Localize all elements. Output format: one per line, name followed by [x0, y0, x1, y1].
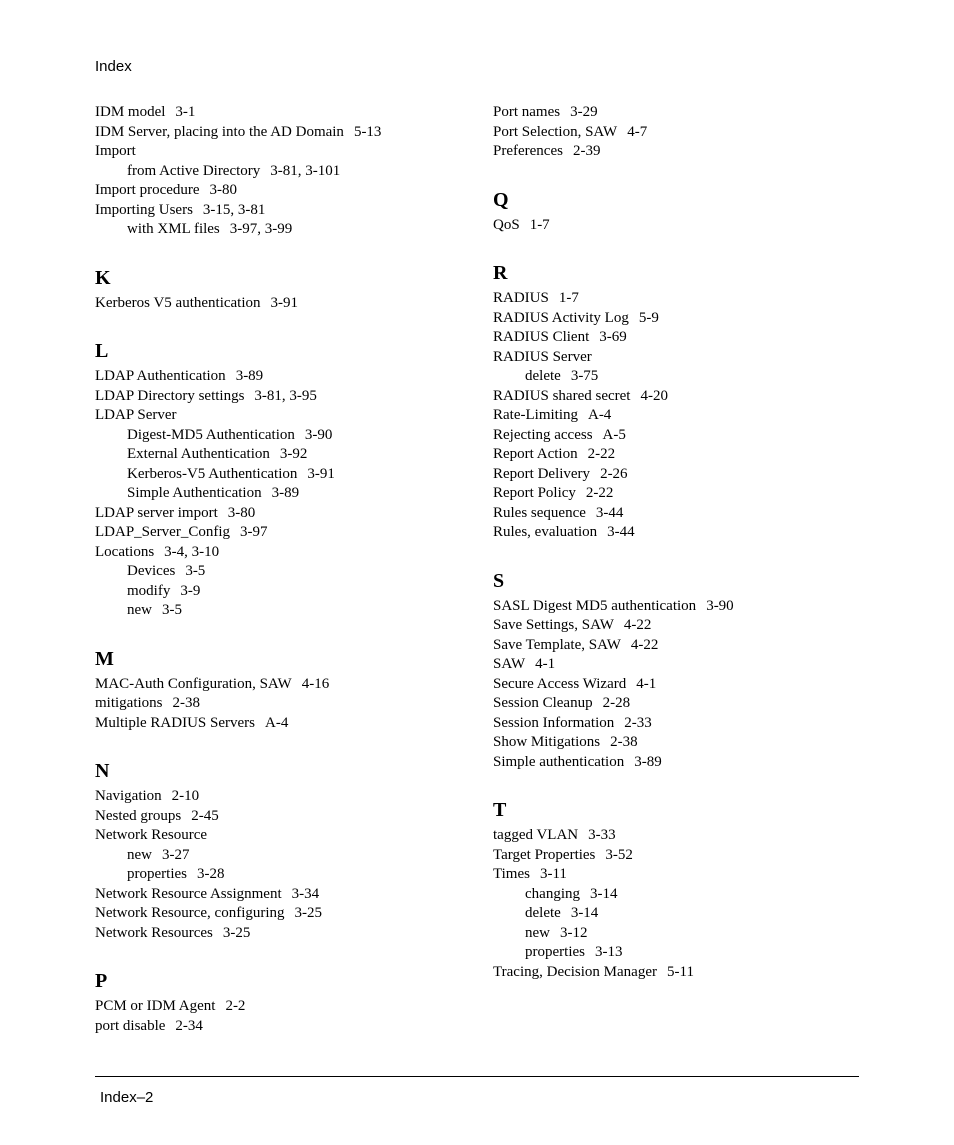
- entry-term: RADIUS Activity Log: [493, 309, 629, 326]
- entry-pages: 3-12: [560, 924, 588, 941]
- entry-pages: 3-89: [271, 485, 300, 501]
- section-letter: N: [95, 760, 110, 782]
- entry-term: Tracing, Decision Manager: [493, 963, 657, 980]
- entry-term: IDM Server, placing into the AD Domain: [95, 123, 344, 140]
- index-entry: [493, 426, 873, 446]
- entry-term: changing: [525, 885, 580, 902]
- index-entry: [95, 294, 475, 314]
- index-entry: [95, 714, 475, 734]
- entry-pages: 3-25: [222, 924, 251, 941]
- index-entry: [493, 826, 873, 846]
- index-subentry: [95, 601, 475, 621]
- entry-term: Port Selection, SAW: [493, 123, 618, 140]
- index-entry: [493, 865, 873, 885]
- entry-term: Network Resource: [95, 827, 208, 843]
- index-entry: [493, 406, 873, 426]
- index-entry: [95, 694, 475, 714]
- index-entry: [95, 1017, 475, 1037]
- entry-term: Secure Access Wizard: [493, 675, 627, 692]
- entry-term: Locations: [95, 543, 155, 560]
- index-subentry: [95, 865, 475, 885]
- entry-term: Report Action: [493, 446, 578, 462]
- index-subentry: [493, 943, 873, 963]
- entry-pages: 3-89: [235, 368, 264, 384]
- entry-pages: 3-69: [599, 329, 627, 345]
- index-entry: [95, 523, 475, 543]
- running-header: Index: [95, 58, 132, 75]
- entry-pages: 3-29: [570, 104, 598, 120]
- entry-term: Session Information: [493, 714, 615, 731]
- entry-term: with XML files: [127, 221, 220, 237]
- entry-term: properties: [127, 866, 187, 882]
- index-entry: [493, 123, 873, 143]
- entry-pages: 2-22: [585, 485, 614, 501]
- entry-pages: 3-9: [180, 582, 201, 599]
- index-section: [95, 265, 475, 314]
- entry-pages: 3-4, 3-10: [164, 543, 220, 560]
- entry-pages: 3-80: [227, 504, 256, 521]
- entry-pages: 3-34: [291, 885, 320, 902]
- entry-term: SAW: [493, 656, 526, 672]
- section-letter: S: [493, 569, 505, 592]
- index-entry: [95, 387, 475, 407]
- entry-pages: 3-52: [605, 846, 633, 863]
- entry-pages: 2-39: [572, 143, 601, 159]
- index-subentry: [95, 465, 475, 485]
- entry-term: Multiple RADIUS Servers: [95, 714, 255, 731]
- index-entry: [95, 103, 475, 123]
- index-entry: [95, 826, 475, 846]
- entry-pages: 5-11: [667, 963, 694, 980]
- index-section: [493, 568, 873, 773]
- index-subentry: [493, 904, 873, 924]
- index-subentry: [95, 162, 475, 182]
- entry-term: Navigation: [95, 788, 162, 804]
- index-column-right: [493, 103, 873, 982]
- entry-term: RADIUS: [493, 290, 549, 306]
- entry-term: Network Resources: [95, 924, 213, 941]
- entry-term: new: [127, 846, 152, 863]
- index-entry: [493, 328, 873, 348]
- entry-pages: 3-90: [706, 597, 734, 614]
- index-entry: [95, 543, 475, 563]
- entry-pages: A-5: [602, 426, 626, 443]
- entry-pages: 5-13: [353, 123, 382, 140]
- index-entry: [95, 904, 475, 924]
- index-entry: [493, 387, 873, 407]
- entry-pages: 2-28: [602, 695, 631, 711]
- entry-term: new: [525, 924, 550, 941]
- entry-term: Importing Users: [95, 201, 193, 218]
- index-entry: [493, 348, 873, 368]
- entry-term: Session Cleanup: [493, 695, 593, 711]
- entry-pages: 3-11: [539, 866, 567, 882]
- entry-pages: 3-28: [196, 866, 225, 882]
- index-subentry: [95, 582, 475, 602]
- index-entry: [493, 963, 873, 983]
- index-entry: [493, 694, 873, 714]
- entry-pages: 3-13: [594, 944, 623, 960]
- entry-term: Rate-Limiting: [493, 407, 578, 423]
- entry-term: External Authentication: [127, 446, 270, 462]
- entry-pages: 3-92: [279, 446, 308, 462]
- index-entry: [95, 787, 475, 807]
- index-entry: [493, 289, 873, 309]
- entry-term: Rules, evaluation: [493, 524, 598, 540]
- entry-pages: 3-25: [294, 905, 323, 921]
- index-section: [493, 187, 873, 236]
- index-entry: [493, 103, 873, 123]
- entry-pages: 3-15, 3-81: [202, 201, 266, 218]
- entry-pages: 4-22: [623, 617, 652, 633]
- entry-term: mitigations: [95, 695, 163, 711]
- entry-pages: 3-33: [588, 827, 616, 843]
- entry-pages: 3-81, 3-101: [270, 162, 341, 179]
- entry-term: LDAP Authentication: [95, 368, 226, 384]
- entry-pages: A-4: [265, 714, 289, 731]
- entry-term: Times: [493, 866, 530, 882]
- entry-term: LDAP Server: [95, 407, 177, 423]
- section-letter: L: [95, 340, 109, 362]
- entry-term: RADIUS Server: [493, 348, 592, 365]
- entry-term: LDAP Directory settings: [95, 387, 245, 404]
- entry-term: Simple authentication: [493, 753, 625, 770]
- entry-term: Save Template, SAW: [493, 636, 621, 653]
- entry-pages: A-4: [587, 407, 612, 423]
- entry-term: Port names: [493, 104, 561, 120]
- section-letter: P: [95, 970, 108, 992]
- index-entry: [493, 636, 873, 656]
- entry-term: PCM or IDM Agent: [95, 998, 216, 1014]
- index-entry: [493, 484, 873, 504]
- index-entry: [493, 309, 873, 329]
- index-entry: [493, 675, 873, 695]
- footer-rule: [95, 1076, 859, 1077]
- entry-term: SASL Digest MD5 authentication: [493, 597, 697, 614]
- entry-pages: 4-16: [301, 675, 330, 692]
- entry-pages: 4-22: [630, 636, 659, 653]
- index-subentry: [493, 924, 873, 944]
- index-entry: [95, 924, 475, 944]
- entry-term: delete: [525, 368, 561, 384]
- entry-pages: 3-75: [570, 368, 599, 384]
- entry-term: Report Delivery: [493, 465, 591, 482]
- entry-pages: 3-91: [307, 465, 335, 482]
- entry-pages: 3-80: [209, 182, 238, 198]
- entry-term: IDM model: [95, 104, 166, 120]
- entry-pages: 1-7: [558, 290, 579, 306]
- entry-term: port disable: [95, 1017, 166, 1034]
- entry-term: Rejecting access: [493, 426, 593, 443]
- entry-pages: 3-89: [634, 753, 662, 770]
- index-subentry: [95, 846, 475, 866]
- entry-term: Preferences: [493, 143, 563, 159]
- index-entry: [493, 523, 873, 543]
- section-letter: Q: [493, 188, 509, 211]
- index-entry: [95, 807, 475, 827]
- index-entry: [95, 997, 475, 1017]
- entry-pages: 4-1: [636, 675, 657, 692]
- entry-term: Devices: [127, 563, 176, 579]
- entry-term: Save Settings, SAW: [493, 617, 614, 633]
- entry-term: LDAP server import: [95, 504, 218, 521]
- index-entry: [493, 142, 873, 162]
- entry-pages: 2-34: [175, 1017, 203, 1034]
- entry-pages: 2-10: [171, 788, 200, 804]
- entry-pages: 4-7: [627, 123, 648, 140]
- index-subentry: [493, 885, 873, 905]
- index-section: [95, 338, 475, 621]
- section-letter: K: [95, 266, 111, 289]
- entry-term: new: [127, 602, 152, 618]
- index-entry: [95, 142, 475, 162]
- index-entry: [493, 616, 873, 636]
- entry-pages: 2-26: [600, 465, 628, 482]
- index-entry: [493, 465, 873, 485]
- entry-pages: 3-5: [185, 563, 206, 579]
- index-entry: [95, 201, 475, 221]
- entry-term: Network Resource, configuring: [95, 905, 285, 921]
- index-entry: [493, 504, 873, 524]
- index-column-left: [95, 103, 475, 1036]
- index-section: [493, 797, 873, 982]
- index-entry: [493, 216, 873, 236]
- entry-term: Digest-MD5 Authentication: [127, 426, 295, 443]
- entry-term: Rules sequence: [493, 504, 586, 521]
- entry-pages: 3-14: [589, 885, 618, 902]
- entry-pages: 4-20: [640, 387, 668, 404]
- entry-pages: 3-27: [162, 846, 190, 863]
- entry-pages: 5-9: [638, 309, 659, 326]
- index-entry: [95, 406, 475, 426]
- index-subentry: [493, 367, 873, 387]
- entry-term: RADIUS Client: [493, 329, 590, 345]
- index-entry: [95, 675, 475, 695]
- index-section: [493, 103, 873, 162]
- entry-term: tagged VLAN: [493, 827, 579, 843]
- entry-pages: 2-22: [587, 446, 616, 462]
- entry-term: Kerberos-V5 Authentication: [127, 465, 298, 482]
- entry-pages: 3-90: [304, 426, 333, 443]
- entry-pages: 2-2: [225, 998, 246, 1014]
- entry-term: Nested groups: [95, 807, 182, 824]
- section-letter: R: [493, 262, 508, 284]
- index-entry: [493, 846, 873, 866]
- entry-pages: 3-14: [570, 905, 599, 921]
- entry-term: modify: [127, 582, 171, 599]
- entry-term: from Active Directory: [127, 162, 261, 179]
- entry-pages: 2-38: [610, 734, 638, 750]
- index-section: [493, 260, 873, 543]
- index-entry: [95, 181, 475, 201]
- entry-term: Import: [95, 143, 136, 159]
- entry-term: RADIUS shared secret: [493, 387, 631, 404]
- section-letter: T: [493, 799, 507, 821]
- index-entry: [493, 753, 873, 773]
- entry-term: Kerberos V5 authentication: [95, 294, 261, 311]
- entry-pages: 3-44: [595, 504, 624, 521]
- entry-pages: 3-44: [607, 524, 635, 540]
- entry-pages: 2-45: [191, 807, 219, 824]
- index-entry: [95, 885, 475, 905]
- entry-pages: 3-97: [240, 524, 268, 540]
- index-section: [95, 103, 475, 240]
- index-section: [95, 646, 475, 734]
- index-entry: [95, 504, 475, 524]
- index-subentry: [95, 220, 475, 240]
- entry-term: LDAP_Server_Config: [95, 524, 230, 540]
- entry-term: Target Properties: [493, 846, 596, 863]
- index-entry: [493, 655, 873, 675]
- index-entry: [95, 123, 475, 143]
- index-subentry: [95, 562, 475, 582]
- entry-pages: 3-91: [270, 294, 299, 311]
- entry-pages: 1-7: [529, 216, 550, 233]
- entry-term: MAC-Auth Configuration, SAW: [95, 675, 292, 692]
- entry-term: Show Mitigations: [493, 734, 601, 750]
- entry-pages: 2-38: [172, 695, 200, 711]
- entry-pages: 4-1: [535, 656, 556, 672]
- entry-term: delete: [525, 905, 561, 921]
- entry-term: Import procedure: [95, 182, 200, 198]
- index-entry: [493, 714, 873, 734]
- index-entry: [493, 733, 873, 753]
- entry-pages: 3-1: [175, 104, 196, 120]
- section-letter: M: [95, 647, 114, 670]
- entry-pages: 3-97, 3-99: [229, 221, 293, 237]
- entry-term: Report Policy: [493, 485, 576, 501]
- entry-term: Network Resource Assignment: [95, 885, 282, 902]
- entry-term: Simple Authentication: [127, 485, 262, 501]
- index-subentry: [95, 445, 475, 465]
- index-subentry: [95, 426, 475, 446]
- page-number: Index–2: [100, 1089, 154, 1106]
- index-entry: [493, 445, 873, 465]
- entry-pages: 2-33: [624, 714, 652, 731]
- index-section: [95, 968, 475, 1036]
- entry-pages: 3-5: [162, 602, 182, 618]
- index-subentry: [95, 484, 475, 504]
- index-section: [95, 758, 475, 943]
- index-entry: [493, 597, 873, 617]
- index-entry: [95, 367, 475, 387]
- entry-term: properties: [525, 944, 585, 960]
- entry-term: QoS: [493, 216, 520, 233]
- entry-pages: 3-81, 3-95: [254, 387, 317, 404]
